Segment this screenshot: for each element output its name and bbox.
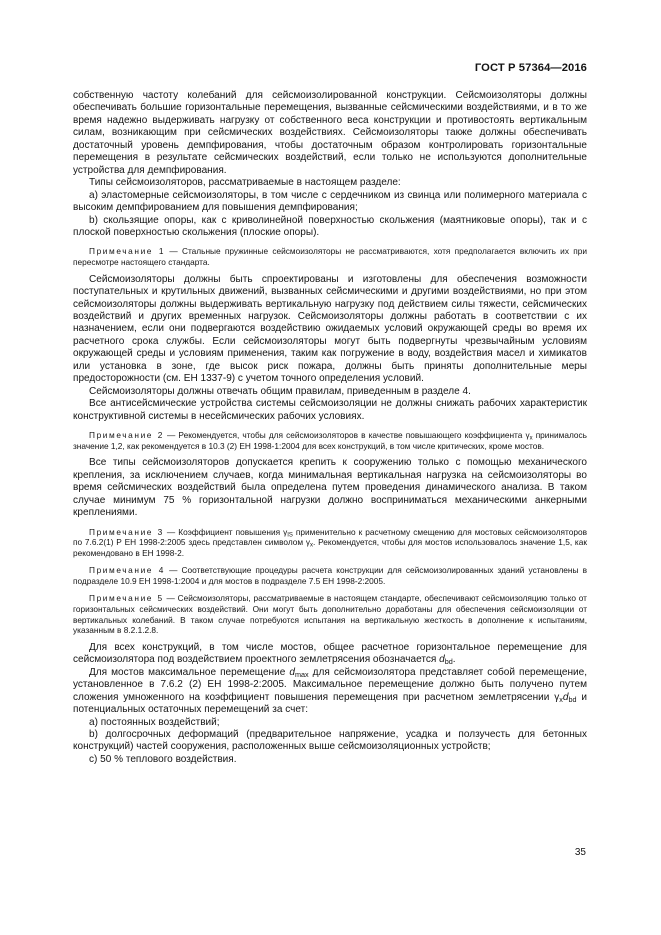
list-item: а) постоянных воздействий; [89, 716, 220, 728]
note-label: Примечание 2 [89, 430, 164, 441]
note-text: принималось значение 1,2, как рекомендуется в 10.3 (2) ЕН 1998-1:2004 для всех конструкций, в том числе критических, кроме мостов. [73, 430, 587, 451]
standard-header: ГОСТ Р 57364—2016 [474, 62, 587, 74]
list-item: b) долгосрочных деформаций (предварительное напряжение, усадка и ползучесть для бетонных конструкций) частей сооружения, расположенных выше сейсмоизоляционных устройств; [73, 729, 587, 753]
subscript: x [529, 435, 533, 442]
note-label: Примечание 5 [89, 593, 164, 604]
note-2 [73, 430, 587, 451]
note-4 [73, 565, 587, 586]
note-text: — Коэффициент повышения [163, 526, 284, 537]
paragraph-text: . [452, 654, 456, 666]
page-number: 35 [574, 847, 586, 858]
subscript: bd [444, 657, 453, 667]
note-text: — Стальные пружинные сейсмоизоляторы не рассматриваются, хотя предполагается включить их при пересмотре настоящего стандарта. [73, 246, 587, 268]
note-text: — Соответствующие процедуры расчета конструкции для сейсмоизолированных зданий установлены в подразделе 10.9 ЕН 1998-1:2004 и для мостов в подразделе 7.5 ЕН 1998-2:2005. [73, 565, 587, 586]
subscript: bd [568, 694, 577, 704]
paragraph: Все антисейсмические устройства системы сейсмоизоляции не должны снижать рабочих характеристик конструктивной системы в несейсмических рабочих условиях. [73, 398, 587, 422]
note-5 [73, 593, 587, 635]
paragraph [73, 667, 587, 717]
subscript: IS [287, 532, 293, 538]
subscript: x [559, 694, 563, 704]
paragraph: собственную частоту колебаний для сейсмоизолированной конструкции. Сейсмоизоляторы должны обеспечивать большие горизонтальные перемещения, вызванные сейсмическими воздействиями, и в то же время надежно выдерживать нагрузку от собственного веса конструкции и противостоять вертикальным силам, возникающим при сейсмических воздействиях. Сейсмоизоляторы также должны обеспечивать достаточный уровень демпфирования, чтобы достаточным образом контролировать горизонтальные перемещения в результате сейсмических воздействий, если только не используются дополнительные устройства для демпфирования. [73, 90, 587, 176]
symbol-d: d [439, 654, 445, 666]
paragraph: Сейсмоизоляторы должны быть спроектированы и изготовлены для обеспечения возможности поступательных и крутильных движений, вызванных сейсмическими и другими воздействиями, но при этом сейсмоизоляторы должны выдерживать вертикальную нагрузку под действием силы тяжести, сейсмических воздействий и других временных нагрузок. Сейсмоизоляторы должны работать в соответствии с их назначением, если они подвергаются воздействию ожидаемых условий окружающей среды во время их расчетного срока службы. Если сейсмоизоляторы могут быть подвергнуты чрезвычайным условиям окружающей среды и условиям применения, таким как погружение в воду, воздействия масел и химикатов или установка в зоне, где высок риск пожара, должны быть приняты дополнительные меры предосторожности (см. ЕН 1337-9) с учетом точного определения условий. [73, 273, 587, 385]
note-3 [73, 527, 587, 559]
gamma-symbol: γ [305, 537, 311, 548]
note-text: применительно к расчетному смещению для мостовых сейсмоизоляторов по 7.6.2(1) Р ЕН 1998-2:2005 здесь представлен символом [73, 526, 587, 548]
note-label: Примечание 1 [89, 246, 166, 257]
paragraph: Сейсмоизоляторы должны отвечать общим правилам, приведенным в разделе 4. [89, 385, 471, 397]
list-item: b) скользящие опоры, как с криволинейной поверхностью скольжения (маятниковые опоры), так и с плоской поверхностью скольжения (плоские опоры). [73, 214, 587, 238]
list-item: с) 50 % теплового воздействия. [89, 753, 237, 765]
paragraph-text: Для всех конструкций, в том числе мостов, общее расчетное горизонтальное перемещение для сейсмоизолятора под воздействием проектного землетрясения обозначается [73, 641, 587, 666]
subscript: max [294, 669, 309, 679]
gamma-symbol: γ [554, 691, 560, 703]
note-text: . Рекомендуется, чтобы для мостов использовалось значение 1,5, как рекомендовано в ЕН 1998-2. [73, 537, 587, 558]
gamma-symbol: γ [525, 430, 530, 441]
paragraph-text: и потенциальных остаточных перемещений за счет: [73, 691, 587, 716]
note-text: — Рекомендуется, чтобы для сейсмоизоляторов в качестве повышающего коэффициента [163, 430, 526, 441]
note-label: Примечание 4 [89, 565, 165, 576]
paragraph-text: для сейсмоизолятора представляет собой перемещение, установленное в 7.6.2 (2) ЕН 1998-2:2005. Максимальное перемещение должно быть получено путем сложения умноженного на коэффициент повышения перемещения при расчетном землетрясении [73, 666, 587, 703]
subscript: x [310, 542, 314, 549]
gamma-symbol: γ [283, 526, 288, 537]
symbol-d: d [562, 691, 569, 703]
note-text: — Сейсмоизоляторы, рассматриваемые в настоящем стандарте, обеспечивают сейсмоизоляцию только от горизонтальных сейсмических воздействий. Они могут быть дополнительно доработаны для обеспечения сейсмоизоляции от вертикальных колебаний. В таком случае потребуются испытания на вертикальную жесткость в дополнение к испытаниям, указанным в 8.2.1.2.8. [73, 593, 587, 636]
symbol-d: d [289, 666, 295, 678]
page-body [73, 90, 587, 766]
paragraph: Все типы сейсмоизоляторов допускается крепить к сооружению только с помощью механического крепления, за исключением случаев, когда минимальная вертикальная нагрузка на сейсмоизоляторы во время сейсмических воздействий была определена путем проведения динамического анализа. В таком случае минимум 75 % горизонтальной нагрузки должно восприниматься механическими анкерными креплениями. [73, 457, 587, 519]
note-1 [73, 246, 587, 267]
list-item: а) эластомерные сейсмоизоляторы, в том числе с сердечником из свинца или полимерного материала с высоким демпфированием для повышения демпфирования; [73, 189, 587, 214]
paragraph: Типы сейсмоизоляторов, рассматриваемые в настоящем разделе: [89, 177, 401, 189]
paragraph-text: Для мостов максимальное перемещение [89, 666, 290, 678]
paragraph [73, 642, 587, 667]
note-label: Примечание 3 [89, 526, 164, 537]
